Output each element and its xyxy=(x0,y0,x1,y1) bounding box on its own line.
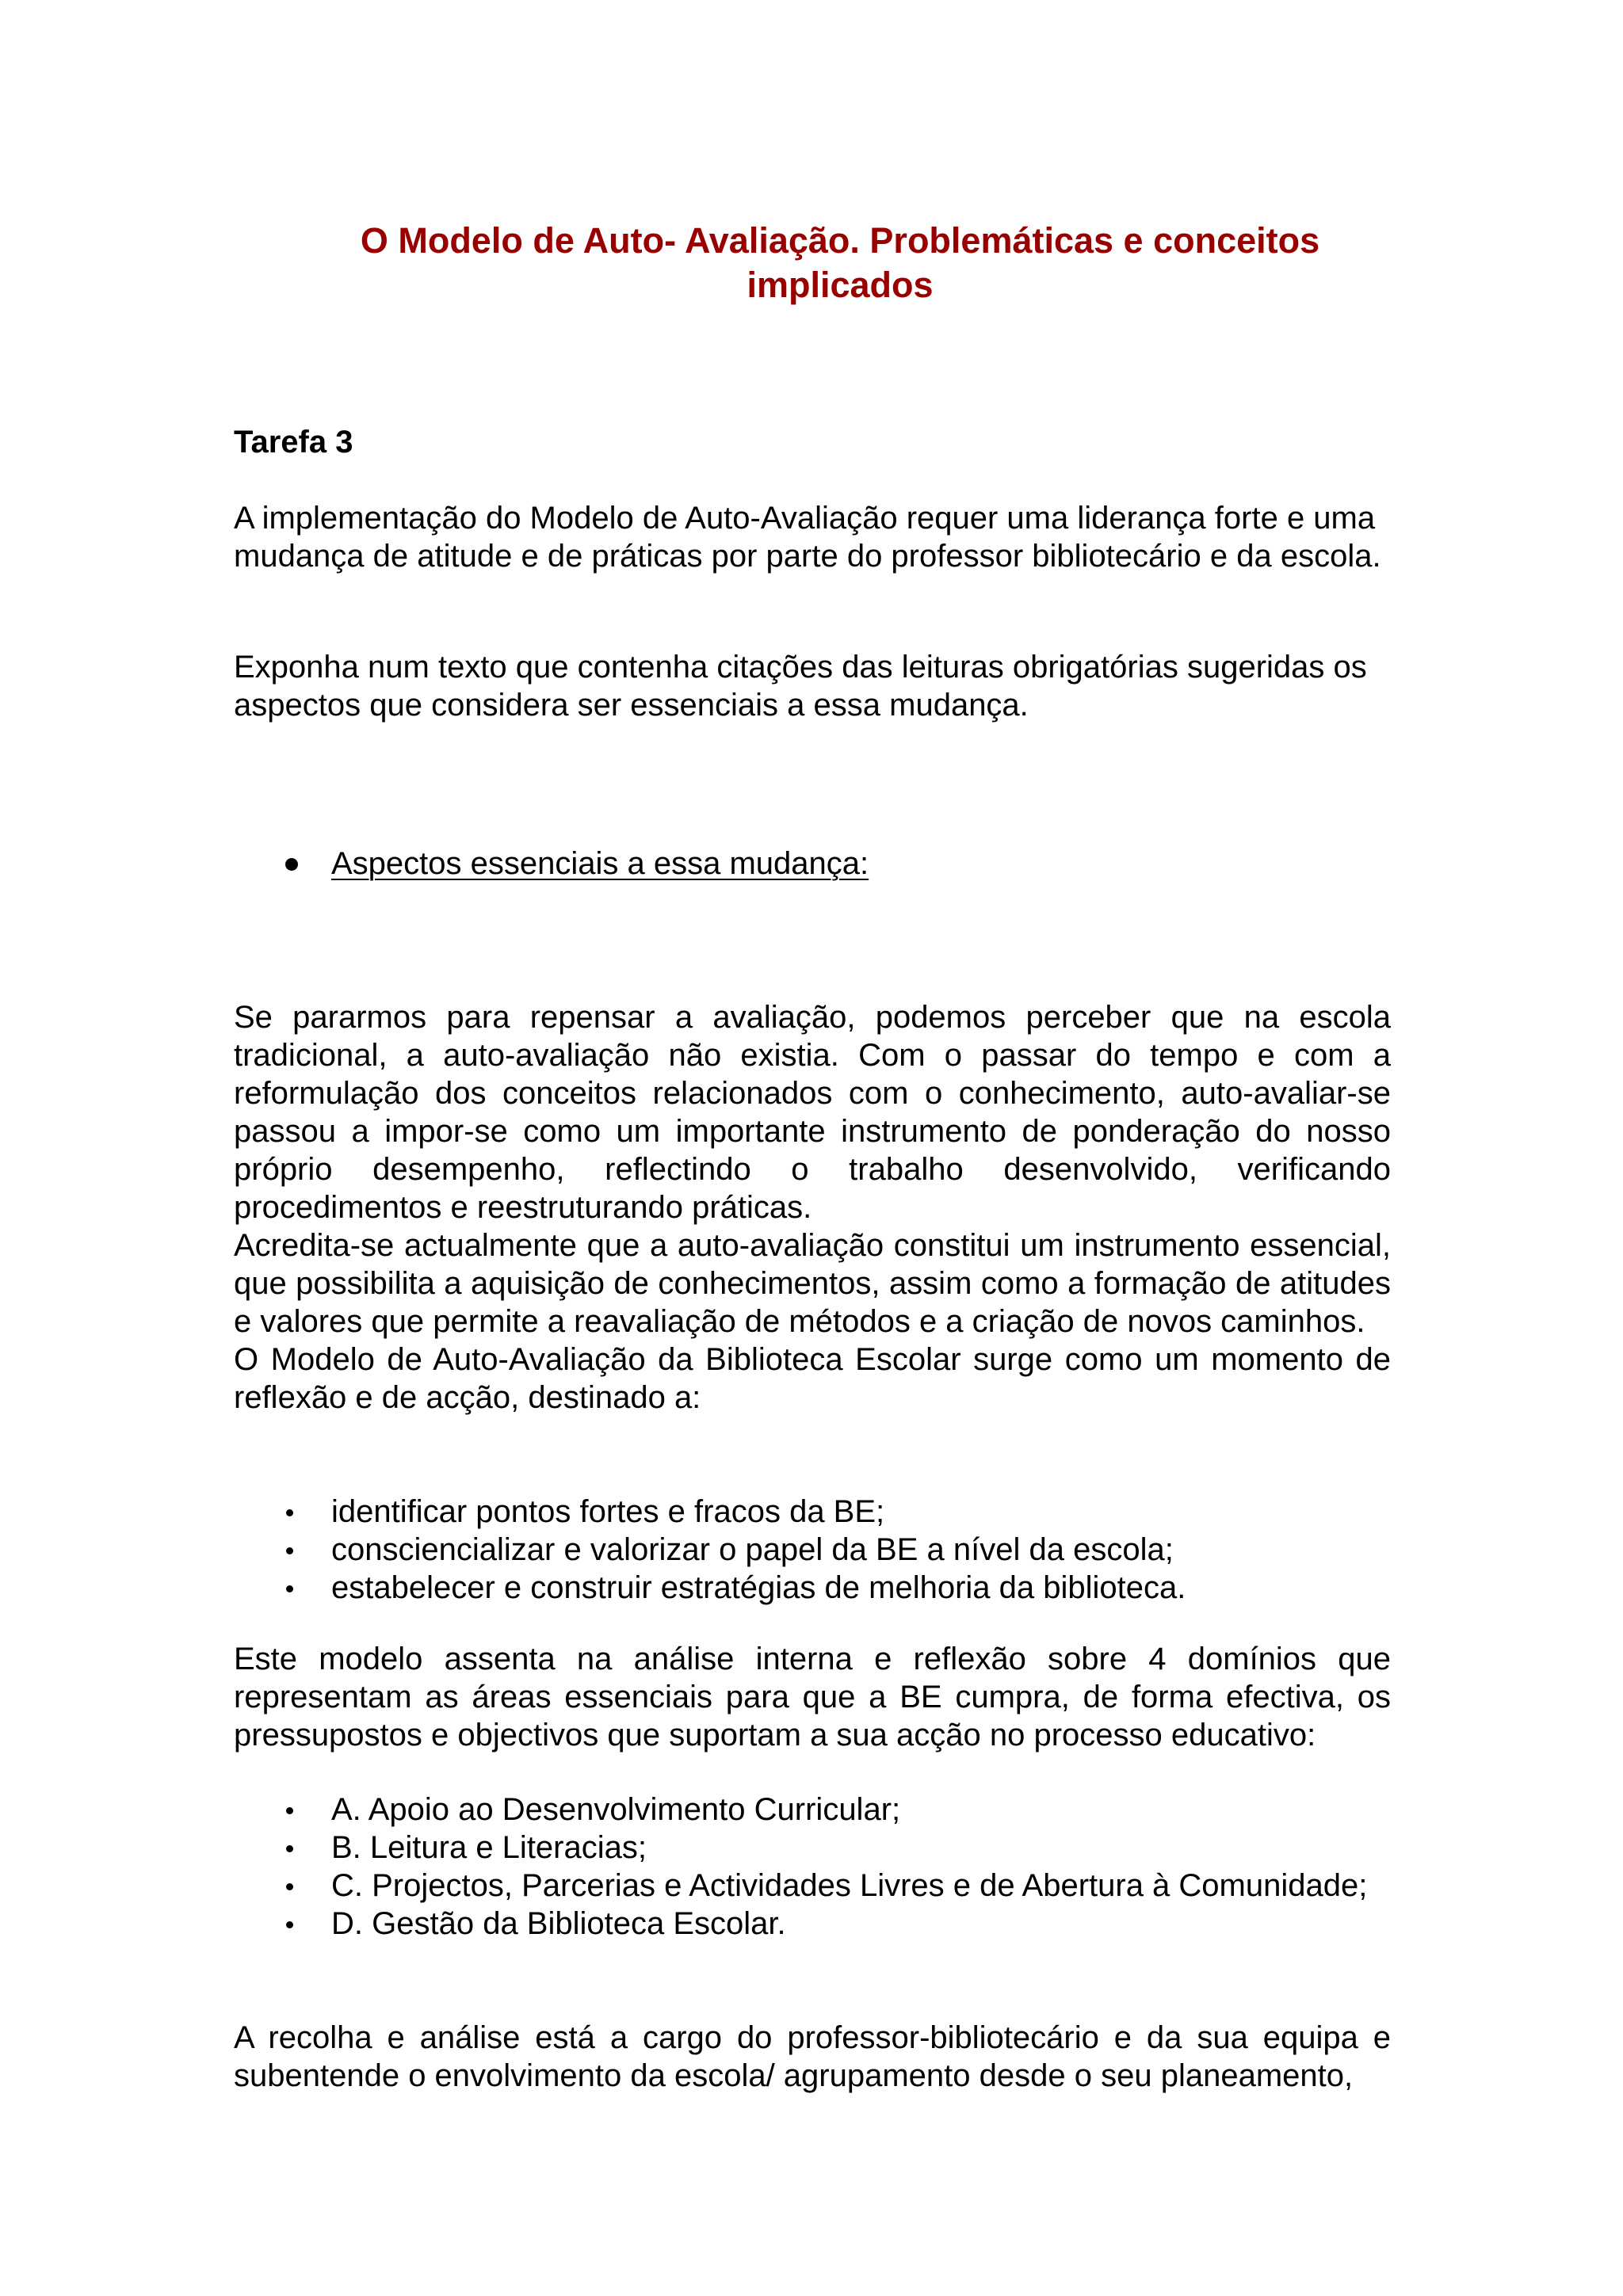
list-item: D. Gestão da Biblioteca Escolar. xyxy=(234,1905,1391,1943)
bullet-icon xyxy=(286,1921,293,1928)
bullet-icon xyxy=(286,1547,293,1554)
list-item: C. Projectos, Parcerias e Actividades Livres e de Abertura à Comunidade; xyxy=(234,1867,1391,1905)
bullet-icon xyxy=(286,1883,293,1890)
list-item: B. Leitura e Literacias; xyxy=(234,1829,1391,1867)
bullet-icon xyxy=(286,1807,293,1814)
body-paragraphs xyxy=(234,998,1391,1417)
domains-list xyxy=(234,1791,1391,1943)
document-title: O Modelo de Auto- Avaliação. Problemáticas e conceitos implicados xyxy=(360,220,1320,305)
section-heading-text: Aspectos essenciais a essa mudança: xyxy=(331,846,869,881)
intro-paragraph-1: A implementação do Modelo de Auto-Avaliação requer uma liderança forte e uma mudança de atitude e de práticas por parte do professor bibliotecário e da escola. xyxy=(234,501,1381,574)
closing-paragraph: A recolha e análise está a cargo do professor-bibliotecário e da sua equipa e subentende o envolvimento da escola/ agrupamento desde o seu planeamento, xyxy=(234,2020,1391,2093)
task-label: Tarefa 3 xyxy=(234,425,353,460)
bullet-icon xyxy=(286,1585,293,1592)
purpose-list xyxy=(234,1493,1391,1607)
body-paragraph-1: Se pararmos para repensar a avaliação, podemos perceber que na escola tradicional, a auto-avaliação não existia. Com o passar do tempo e com a reformulação dos conceitos relacionados com o conhecimento, auto-avaliar-se passou a impor-se como um importante instrumento de ponderação do nosso próprio desempenho, reflectindo o trabalho desenvolvido, verificando procedimentos e reestruturando práticas. xyxy=(234,1000,1391,1225)
list-item: identificar pontos fortes e fracos da BE; xyxy=(234,1493,1391,1531)
bullet-icon xyxy=(286,1509,293,1516)
bullet-icon xyxy=(286,1845,293,1852)
list-item: consciencializar e valorizar o papel da BE a nível da escola; xyxy=(234,1531,1391,1569)
list-item: A. Apoio ao Desenvolvimento Curricular; xyxy=(234,1791,1391,1829)
body-paragraph-2: Acredita-se actualmente que a auto-avaliação constitui um instrumento essencial, que possibilita a aquisição de conhecimentos, assim como a formação de atitudes e valores que permite a reavaliação de métodos e a criação de novos caminhos. xyxy=(234,1228,1391,1339)
domains-intro-paragraph: Este modelo assenta na análise interna e reflexão sobre 4 domínios que representam as áreas essenciais para que a BE cumpra, de forma efectiva, os pressupostos e objectivos que suportam a sua acção no processo educativo: xyxy=(234,1642,1391,1753)
body-paragraph-3: O Modelo de Auto-Avaliação da Biblioteca Escolar surge como um momento de reflexão e de acção, destinado a: xyxy=(234,1342,1391,1415)
intro-paragraph-2: Exponha num texto que contenha citações das leituras obrigatórias sugeridas os aspectos que considera ser essenciais a essa mudança. xyxy=(234,650,1367,723)
list-item: estabelecer e construir estratégias de melhoria da biblioteca. xyxy=(234,1569,1391,1607)
bullet-icon xyxy=(285,858,298,871)
